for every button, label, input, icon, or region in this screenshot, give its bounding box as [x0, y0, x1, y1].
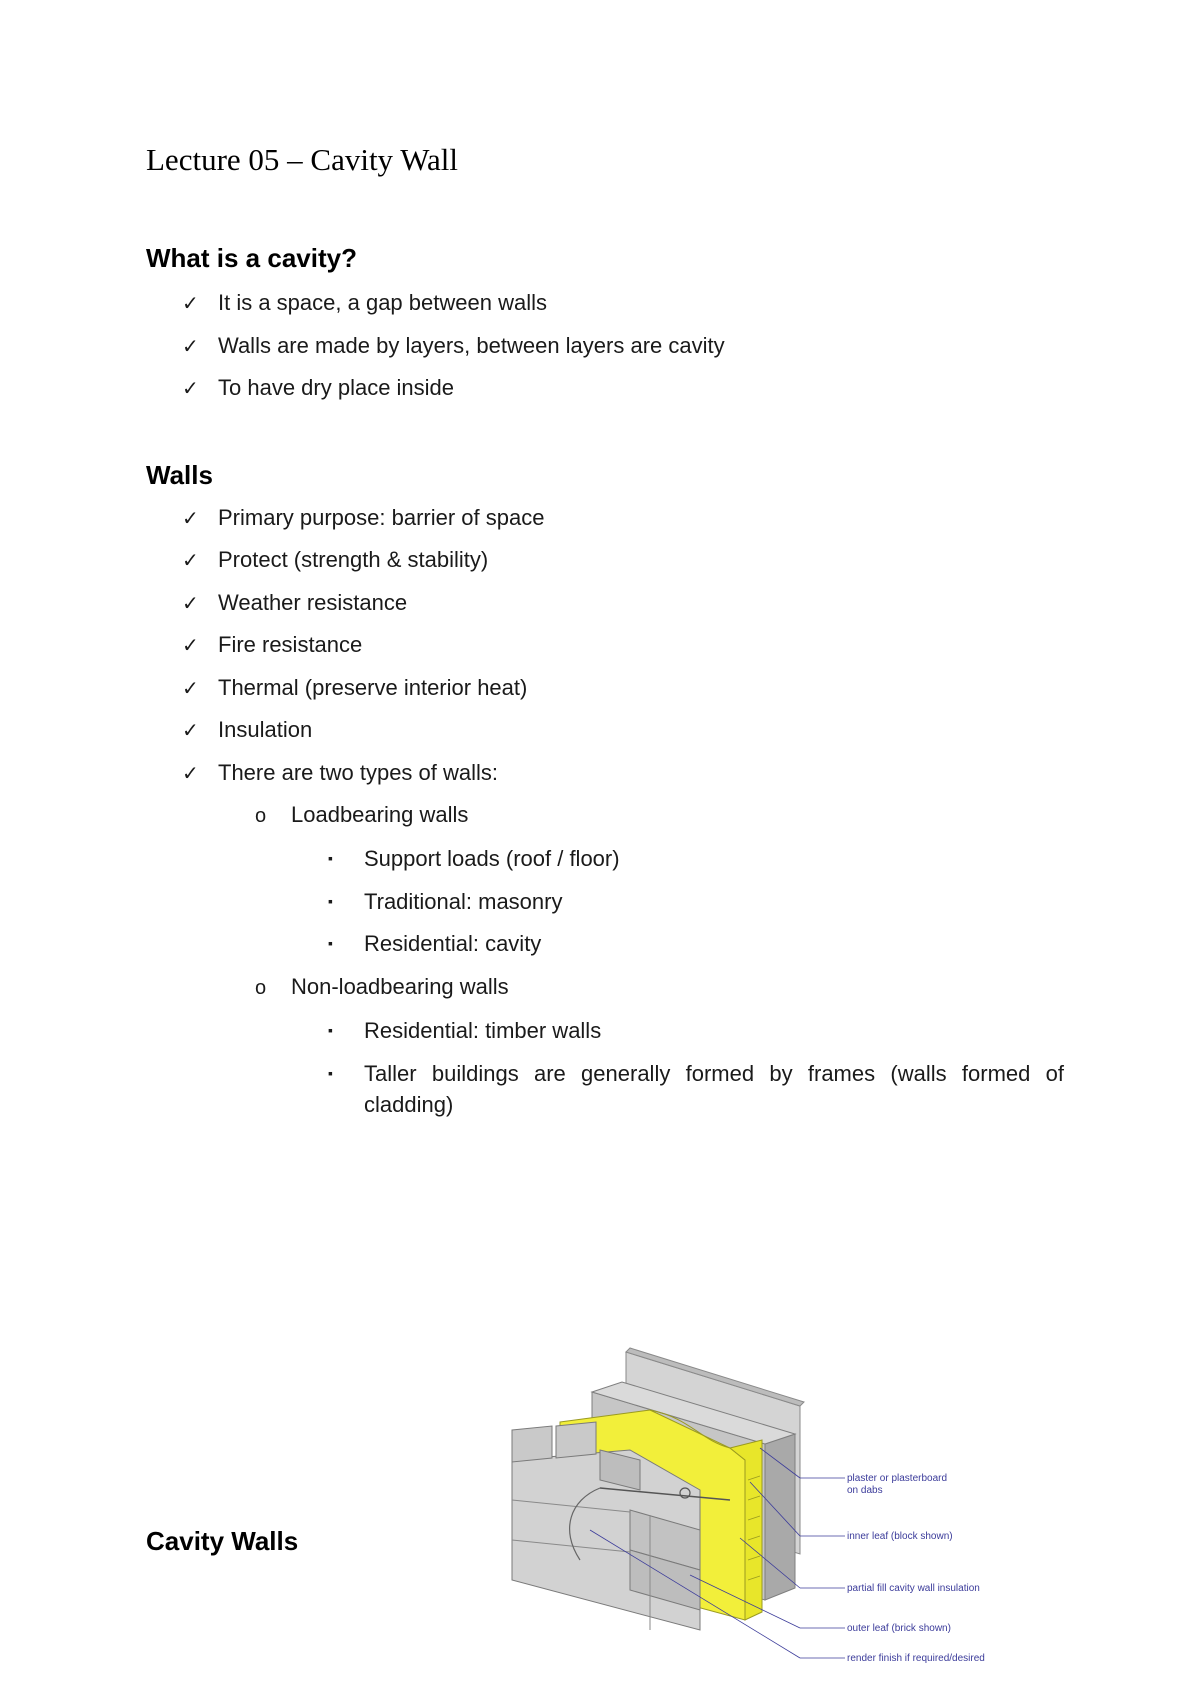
sub-list-item — [255, 974, 509, 1000]
bullet-item — [328, 928, 1064, 959]
list-item-text: Fire resistance — [218, 632, 363, 657]
list-item-text: Weather resistance — [218, 590, 408, 615]
list-item-text: Walls are made by layers, between layers are cavity — [218, 333, 725, 358]
bullet-item — [328, 843, 1064, 874]
cavity-wall-diagram — [500, 1330, 1060, 1698]
check-icon: ✓ — [182, 334, 199, 358]
list-item-text: Thermal (preserve interior heat) — [218, 675, 528, 700]
list-item-text: To have dry place inside — [218, 375, 455, 400]
list-item — [182, 290, 547, 316]
diagram-label: inner leaf (block shown) — [847, 1531, 953, 1542]
diagram-label: plaster or plasterboard — [847, 1473, 948, 1484]
list-item — [182, 333, 725, 359]
check-icon: ✓ — [182, 676, 199, 700]
check-icon: ✓ — [182, 633, 199, 657]
list-item — [182, 590, 407, 616]
diagram-label: render finish if required/desired — [847, 1653, 985, 1664]
heading-what-is-cavity: What is a cavity? — [146, 243, 357, 273]
page-title: Lecture 05 – Cavity Wall — [146, 142, 459, 177]
list-item — [182, 505, 544, 531]
list-item — [182, 675, 527, 701]
check-icon: ✓ — [182, 291, 199, 315]
bullet-item — [328, 1058, 1064, 1120]
list-item — [182, 547, 488, 573]
list-item — [182, 375, 454, 401]
check-icon: ✓ — [182, 718, 199, 742]
list-item-text: There are two types of walls: — [218, 760, 499, 785]
sub-list-item-text: Loadbearing walls — [291, 802, 469, 827]
diagram-label: outer leaf (brick shown) — [847, 1623, 951, 1634]
check-icon: ✓ — [182, 548, 199, 572]
list-item — [182, 717, 312, 743]
list-item — [182, 632, 362, 658]
list-item-text: Primary purpose: barrier of space — [218, 505, 545, 530]
diagram-label: on dabs — [847, 1485, 883, 1496]
square-bullet-icon: ▪ — [328, 935, 333, 951]
check-icon: ✓ — [182, 761, 199, 785]
bullet-item-text: Support loads (roof / floor) — [364, 846, 620, 871]
bullet-item-text: Residential: timber walls — [364, 1018, 602, 1043]
bullet-item-text: Taller buildings are generally formed by frames (walls formed of cladding) — [364, 1061, 1064, 1117]
heading-walls: Walls — [146, 460, 213, 490]
bullet-item — [328, 886, 1064, 917]
circle-bullet-icon: o — [255, 805, 267, 827]
square-bullet-icon: ▪ — [328, 893, 333, 909]
square-bullet-icon: ▪ — [328, 1065, 333, 1081]
sub-list-item — [255, 802, 468, 828]
list-item-text: Protect (strength & stability) — [218, 547, 489, 572]
check-icon: ✓ — [182, 591, 199, 615]
heading-cavity-walls: Cavity Walls — [146, 1526, 299, 1556]
list-item-text: Insulation — [218, 717, 313, 742]
check-icon: ✓ — [182, 506, 199, 530]
bullet-item-text: Residential: cavity — [364, 931, 542, 956]
list-item-text: It is a space, a gap between walls — [218, 290, 547, 315]
diagram-label: partial fill cavity wall insulation — [847, 1583, 980, 1594]
list-item — [182, 760, 498, 786]
check-icon: ✓ — [182, 376, 199, 400]
square-bullet-icon: ▪ — [328, 1022, 333, 1038]
bullet-item — [328, 1015, 1064, 1046]
square-bullet-icon: ▪ — [328, 850, 333, 866]
circle-bullet-icon: o — [255, 977, 267, 999]
bullet-item-text: Traditional: masonry — [364, 889, 563, 914]
sub-list-item-text: Non-loadbearing walls — [291, 974, 509, 999]
